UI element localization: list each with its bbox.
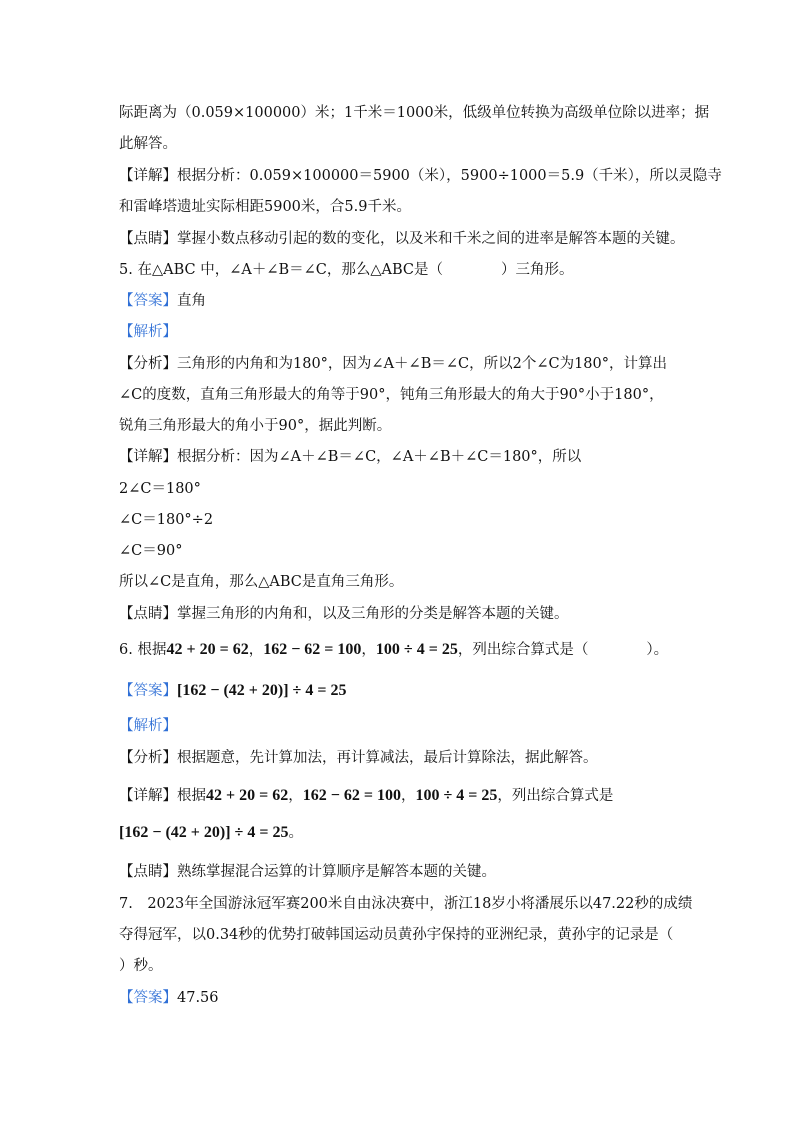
text-line: 【点睛】熟练掌握混合运算的计算顺序是解答本题的关键。 [119, 864, 496, 880]
answer-formula: [162 − (42 + 20)] ÷ 4 = 25 [177, 682, 347, 699]
answer-line [119, 988, 219, 1008]
text-segment: ，列出综合算式是 [497, 788, 614, 804]
text-segment: ， [400, 788, 416, 804]
formula: 100 ÷ 4 = 25 [415, 787, 498, 804]
text-line: 【点睛】掌握小数点移动引起的数的变化，以及米和千米之间的进率是解答本题的关键。 [119, 231, 685, 247]
formula: [162 − (42 + 20)] ÷ 4 = 25 [119, 824, 289, 841]
answer-value: 47.56 [177, 990, 219, 1006]
answer-line [119, 291, 206, 311]
text-line: 和雷峰塔遗址实际相距5900米，合5.9千米。 [119, 199, 411, 215]
detail-line [119, 786, 613, 806]
text-line: 2∠C＝180° [119, 481, 201, 497]
text-segment: 。 [288, 825, 303, 841]
text-line: 【点睛】掌握三角形的内角和，以及三角形的分类是解答本题的关键。 [119, 606, 569, 622]
formula: 42 + 20 = 62 [206, 787, 289, 804]
text-line: 所以∠C是直角，那么△ABC是直角三角形。 [119, 574, 404, 590]
text-line: ∠C＝180°÷2 [119, 512, 214, 528]
text-line: 【详解】根据分析：因为∠A＋∠B＝∠C，∠A＋∠B＋∠C＝180°，所以 [119, 449, 582, 465]
question-6 [119, 640, 668, 660]
text-segment: ，列出综合算式是（ ）。 [457, 642, 669, 658]
text-line: ∠C＝90° [119, 543, 183, 559]
analysis-tag: 【解析】 [119, 324, 177, 340]
answer-tag: 【答案】 [119, 683, 177, 699]
answer-line [119, 681, 346, 701]
text-line: 【分析】根据题意，先计算加法，再计算减法，最后计算除法，据此解答。 [119, 750, 598, 766]
text-line: ∠C的度数，直角三角形最大的角等于90°，钝角三角形最大的角大于90°小于180°， [119, 387, 664, 403]
detail-formula-line [119, 823, 303, 843]
answer-tag: 【答案】 [119, 293, 177, 309]
text-line: 【分析】三角形的内角和为180°，因为∠A＋∠B＝∠C，所以2个∠C为180°，计算出 [119, 356, 667, 372]
formula: 42 + 20 = 62 [166, 641, 249, 658]
text-line: 此解答。 [119, 136, 177, 152]
formula: 100 ÷ 4 = 25 [375, 641, 458, 658]
text-line: 【详解】根据分析：0.059×100000＝5900（米），5900÷1000＝5.9（千米），所以灵隐寺 [119, 168, 722, 184]
text-segment: ， [288, 788, 303, 804]
text-line: 锐角三角形最大的角小于90°，据此判断。 [119, 418, 392, 434]
text-segment: 【详解】根据 [119, 788, 206, 804]
text-segment: ， [248, 642, 264, 658]
question-7: 7. 2023年全国游泳冠军赛200米自由泳决赛中，浙江18岁小将潘展乐以47.22秒的成绩 [119, 896, 693, 912]
text-segment: ， [361, 642, 376, 658]
answer-value: 直角 [177, 293, 206, 309]
analysis-tag: 【解析】 [119, 718, 177, 734]
formula: 162 − 62 = 100 [263, 641, 362, 658]
formula: 162 − 62 = 100 [302, 787, 401, 804]
text-line: 夺得冠军，以0.34秒的优势打破韩国运动员黄孙宇保持的亚洲纪录，黄孙宇的记录是（ [119, 927, 674, 943]
question-5: 5. 在△ABC 中，∠A＋∠B＝∠C，那么△ABC是（ ）三角形。 [119, 262, 574, 278]
answer-tag: 【答案】 [119, 990, 177, 1006]
text-line: 际距离为（0.059×100000）米；1千米＝1000米，低级单位转换为高级单位除以进率；据 [119, 105, 710, 121]
text-line: ）秒。 [119, 958, 163, 974]
text-segment: 6. 根据 [119, 642, 167, 658]
